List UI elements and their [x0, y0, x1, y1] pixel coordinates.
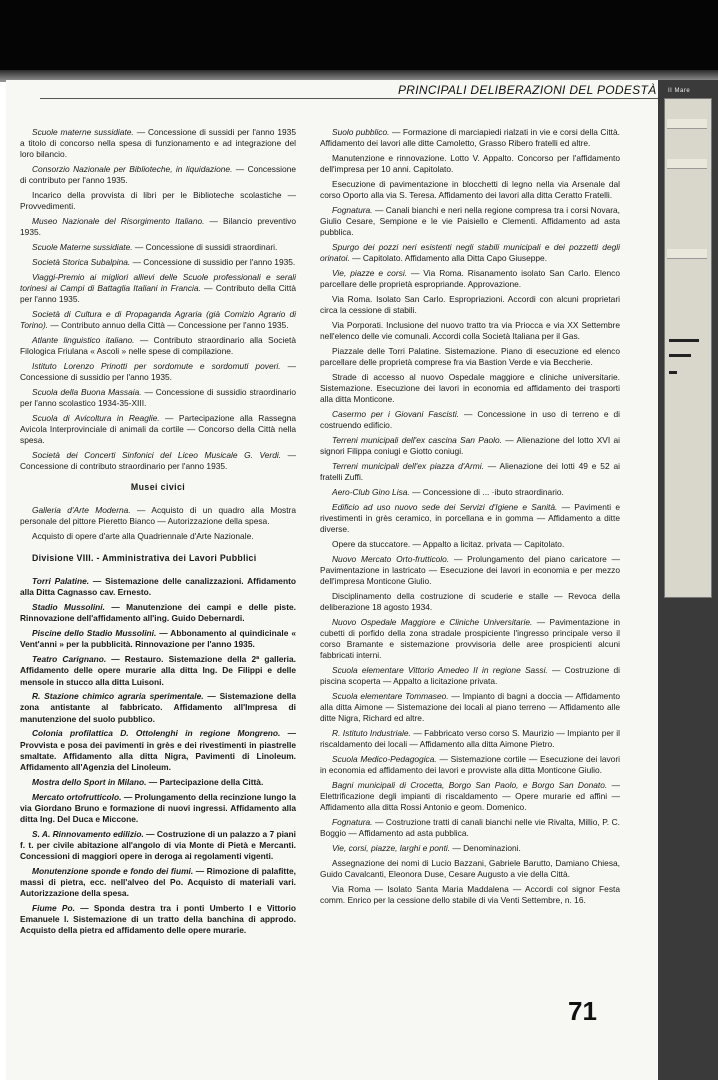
paragraph-lead: Terreni municipali dell'ex cascina San Paolo.: [332, 435, 502, 446]
paragraph-lead: Bagni municipali di Crocetta, Borgo San Paolo, e Borgo San Donato.: [332, 780, 608, 791]
header-rule: [40, 98, 658, 99]
paragraph: [20, 309, 296, 331]
paragraph: [320, 153, 620, 175]
paragraph-text: Disciplinamento della costruzione di scuderie e stalle — Revoca della deliberazione 18 agosto 1934.: [320, 590, 620, 613]
paragraph-text: — Via Roma. Risanamento isolato San Carlo. Elenco parcellare delle proprietà espropriande. Approvazione.: [320, 268, 621, 290]
paragraph: [320, 487, 620, 498]
paragraph-text: — Prolungamento del piano caricatore — Pavimentazione in lastricato — Esecuzione dei lavori in economia e per mezzo dell'impresa Monticone Giulio.: [320, 553, 620, 587]
paragraph: [320, 346, 620, 368]
paragraph-lead: Scuola di Avicoltura in Reaglie.: [32, 412, 160, 423]
paragraph: [320, 858, 620, 880]
page-number: 71: [568, 996, 597, 1026]
paragraph-lead: Piscine dello Stadio Mussolini.: [32, 628, 157, 639]
paragraph: [320, 617, 620, 661]
paragraph: [20, 531, 296, 542]
paragraph: [320, 884, 620, 906]
paragraph: [20, 272, 296, 305]
paragraph-lead: Suolo pubblico.: [332, 127, 390, 137]
paragraph-lead: Scuole materne sussidiate.: [32, 127, 134, 137]
paragraph: [320, 205, 620, 238]
paragraph-lead: Scuola Medico-Pedagogica.: [332, 754, 437, 765]
paragraph: [320, 817, 620, 839]
paragraph: [20, 728, 296, 772]
card-mark: [669, 339, 699, 342]
paragraph-text: — Contributo della Città per l'anno 1935.: [20, 282, 296, 304]
paragraph: [320, 728, 620, 750]
paragraph: [320, 127, 620, 149]
paragraph-lead: Consorzio Nazionale per Biblioteche, in liquidazione.: [32, 164, 233, 175]
paragraph-lead: Società Storica Subalpina.: [32, 256, 131, 267]
paragraph-lead: Fognatura.: [332, 817, 373, 828]
paragraph-lead: R. Stazione chimico agraria sperimentale.: [32, 691, 204, 702]
paragraph-text: Via Roma. Isolato San Carlo. Espropriazioni. Accordi con alcuni proprietari circa la cessione di stabili.: [320, 294, 620, 316]
paragraph-lead: Società dei Concerti Sinfonici del Liceo Musicale G. Verdi.: [32, 449, 282, 460]
paragraph-lead: Viaggi-Premio ai migliori allievi delle Scuole professionali e serali torinesi ai Campi di Battaglia Italiani in Francia.: [20, 271, 296, 293]
paragraph: [320, 242, 620, 264]
paragraph-text: — Impianto di bagni a doccia — Affidamento alla ditta Aimone — Sistemazione dei locali al piano terreno — Affidamento alle ditte Nigra, Richard ed altre.: [320, 691, 620, 724]
paragraph: [20, 602, 296, 624]
paragraph-lead: Fiume Po.: [32, 902, 75, 913]
paragraph: [20, 257, 296, 268]
paragraph-text: Acquisto di opere d'arte alla Quadriennale d'Arte Nazionale.: [32, 531, 254, 542]
paragraph-text: — Pavimentazione in cubetti di porfido della zona stradale prospiciente l'ingresso principale verso il corso Bramante e sistemazione provvisoria delle aree prospicienti alcuni fabbricati interni.: [320, 616, 620, 661]
paragraph: [320, 435, 620, 457]
paragraph-text: — Restauro. Sistemazione della 2ª galleria. Affidamento delle opere murarie alla ditta Ing. De Filippi e delle mensole in stucco alla ditta Luisoni.: [20, 654, 296, 687]
paragraph-lead: Scuole Materne sussidiate.: [32, 242, 133, 253]
paragraph-text: Piazzale delle Torri Palatine. Sistemazione. Piano di esecuzione ed elenco parcellare delle proprietà comprese fra via Bastion Verde e via Beccherie.: [320, 345, 620, 368]
paragraph-group: [20, 127, 296, 472]
paragraph-text: — Concessione di sussidio per l'anno 1935.: [20, 360, 297, 382]
division-title: Divisione VIII. - Amministrativa dei Lavori Pubblici: [32, 553, 257, 564]
paragraph: [20, 335, 296, 357]
paragraph-text: — Acquisto di un quadro alla Mostra personale del pittore Pieretto Bianco — Autorizzazione della spesa.: [20, 505, 296, 527]
paragraph-text: — Formazione di marciapiedi rialzati in vie e corsi della Città. Affidamento dei lavori alle ditte Camoletto, Grasso Ribero fratelli ed altre.: [320, 127, 620, 149]
paragraph-text: — Concessione di contributo straordinario per l'anno 1935.: [20, 449, 297, 471]
section-title: Musei civici: [130, 482, 186, 493]
paragraph-text: Via Roma — Isolato Santa Maria Maddalena — Accordi col signor Festa comm. Enrico per la cessione dello stabile di via Venti Settembre, n. 16.: [320, 884, 620, 906]
paragraph-text: — Fabbricato verso corso S. Maurizio — Impianto per il riscaldamento dei locali — Affidamento alla ditta Aimone Pietro.: [320, 728, 620, 750]
paragraph-lead: Scuola elementare Tommaseo.: [332, 691, 449, 702]
paragraph-text: — Sponda destra tra i ponti Umberto I e Vittorio Emanuele I. Sistemazione di un tratto della banchina di approdo. Acquisto della pietra ed affidamento delle opere murarie.: [20, 902, 296, 935]
paragraph: [320, 372, 620, 405]
paragraph-text: — Costruzione di un palazzo a 7 piani f. t. per civile abitazione all'angolo di via Monte di Pietà e Mercanti. Concessioni di maggiori opere in deroga ai regolamenti vigenti.: [20, 828, 297, 861]
paragraph-text: — Pavimenti e rivestimenti in grès ceramico, in porcellana e in gomma — Affidamento a ditte diverse.: [320, 501, 620, 535]
paragraph-lead: Terreni municipali dell'ex piazza d'Armi.: [332, 461, 484, 471]
paragraph-text: Esecuzione di pavimentazione in blocchetti di legno nella via Arsenale dal corso Oporto alla via S. Teresa. Affidamento dei lavori alla ditta Ceratto Fratelli.: [320, 178, 620, 201]
paragraph-lead: Monutenzione sponde e fondo dei fiumi.: [32, 865, 194, 876]
paragraph: [20, 792, 296, 825]
paragraph-text: — Contributo annuo della Città — Concessione per l'anno 1935.: [48, 319, 289, 330]
paragraph: [20, 216, 296, 238]
paragraph-text: — Prolungamento della recinzione lungo la via Giordano Bruno e formazione di nuovi ingressi. Affidamento alla ditta Ing. Del Duca e Miccone.: [20, 791, 296, 824]
paragraph-lead: Torri Palatine.: [32, 576, 90, 587]
paragraph-text: — Concessione di sussidio straordinario per l'anno scolastico 1934-35-XIII.: [20, 386, 296, 408]
right-column: [320, 127, 620, 910]
card-tab: [667, 249, 707, 259]
paragraph-text: — Sistemazione cortile — Esecuzione dei lavori in economia ed affidamento dei lavori e provviste alla ditta Monticone Giulio.: [320, 754, 620, 776]
paragraph-group: [20, 505, 296, 542]
paragraph-text: — Costruzione tratti di canali bianchi nelle vie Rivalta, Millio, P. C. Boggio — Affidamento ad asta pubblica.: [320, 817, 620, 839]
paragraph-lead: Stadio Mussolini.: [32, 602, 105, 613]
paragraph-text: — Concessione di sussidi per l'anno 1935 a titolo di concorso nella spesa di funzionamento e ad integrazione del loro bilancio.: [20, 127, 296, 160]
paragraph-group: [20, 576, 296, 936]
paragraph-lead: Istituto Lorenzo Prinotti per sordomute e sordomuti poveri.: [32, 360, 281, 371]
paragraph: [20, 576, 296, 598]
paragraph-text: — Manutenzione dei campi e delle piste. Rinnovazione dell'affidamento all'ing. Guido Debernardi.: [20, 602, 296, 624]
paragraph-text: Incarico della provvista di libri per le Biblioteche scolastiche — Provvedimenti.: [20, 190, 296, 212]
card-tab: [667, 119, 707, 129]
paragraph: [320, 591, 620, 613]
paragraph: [20, 413, 296, 446]
paragraph-text: — Capitolato. Affidamento alla Ditta Capo Giuseppe.: [349, 253, 548, 264]
paragraph: [320, 539, 620, 550]
paragraph: [20, 127, 296, 160]
paragraph: [20, 628, 296, 650]
paragraph-text: — Concessione di sussidio per l'anno 1935.: [130, 256, 296, 267]
paragraph-lead: Casermo per i Giovani Fascisti.: [332, 409, 460, 420]
paragraph-lead: Teatro Carignano.: [32, 654, 107, 665]
running-header: PRINCIPALI DELIBERAZIONI DEL PODESTÀ: [398, 83, 657, 97]
paragraph-text: — Alienazione dei lotti 49 e 52 ai fratelli Zuffi.: [320, 461, 620, 483]
paragraph: [20, 654, 296, 687]
paragraph-text: — Alienazione del lotto XVI ai signori Filippa coniugi e Giotto coniugi.: [320, 435, 621, 457]
paragraph-lead: Colonia profilattica D. Ottolenghi in regione Mongreno.: [32, 728, 281, 739]
scan-dark-border: [0, 0, 718, 70]
paragraph-lead: Nuovo Mercato Orto-frutticolo.: [332, 553, 450, 564]
paragraph: [320, 502, 620, 535]
paragraph: [320, 461, 620, 483]
paragraph-text: — Abbonamento al quindicinale « Vent'anni » per la pubblicità. Rinnovazione per l'anno 1935.: [20, 628, 296, 650]
paragraph-text: — Provvista e posa dei pavimenti in grès e dei rivestimenti in piastrelle smaltate. Affidamento alla ditta Nigra, Pavimenti di Linoleum. Affidamento all'Agenzia del Linoleum.: [20, 728, 296, 772]
paragraph-lead: Galleria d'Arte Moderna.: [32, 505, 131, 516]
paragraph-text: — Concessione in uso di terreno e di costruendo edificio.: [320, 409, 620, 431]
paragraph-text: — Canali bianchi e neri nella regione compresa tra i corsi Novara, Giulio Cesare, Sempione e le vie Paisiello e Clementi. Affidamento ad asta pubblica.: [320, 204, 620, 238]
side-label: II Mare: [668, 88, 691, 94]
paragraph: [320, 554, 620, 587]
paragraph: [20, 361, 296, 383]
paragraph: [320, 268, 620, 290]
paragraph-lead: Vie, corsi, piazze, larghi e ponti.: [332, 843, 451, 854]
paragraph: [20, 777, 296, 788]
paragraph-text: — Denominazioni.: [450, 843, 521, 854]
paragraph-text: Manutenzione e rinnovazione. Lotto V. Appalto. Concorso per l'affidamento dell'impresa per 10 anni. Capitolato.: [320, 152, 620, 175]
paragraph-text: — Concessione di sussidi straordinari.: [132, 242, 278, 253]
paragraph-lead: Scuola elementare Vittorio Amedeo II in regione Sassi.: [332, 665, 548, 676]
paragraph: [320, 179, 620, 201]
paragraph-text: — Partecipazione alla Rassegna Avicola Interprovinciale di animali da cortile — Concorso della Città nella spesa.: [20, 412, 296, 446]
paragraph-lead: Fognatura.: [332, 204, 373, 215]
paragraph-text: — Partecipazione della Città.: [146, 776, 264, 787]
paragraph: [320, 780, 620, 813]
paragraph: [20, 866, 296, 899]
left-column: [20, 127, 296, 940]
paragraph-text: — Elettrificazione degli impianti di riscaldamento — Opere murarie ed affini — Affidamento alla ditta Rossi Antonio e geom. Domenico.: [320, 780, 620, 813]
paragraph-text: — Costruzione di piscina scoperta — Appalto a licitazione privata.: [320, 665, 621, 687]
card-mark: [669, 354, 691, 357]
paragraph-text: — Concessione di contributo per l'anno 1935.: [20, 164, 296, 186]
paragraph-text: — Sistemazione della zona antistante al fabbricato. Affidamento all'Impresa di manutenzione del suolo pubblico.: [20, 691, 297, 724]
paragraph-lead: Museo Nazionale del Risorgimento Italiano.: [32, 216, 205, 227]
paragraph: [20, 691, 296, 724]
paragraph-lead: Atlante linguistico italiano.: [32, 334, 135, 345]
paragraph-text: Strade di accesso al nuovo Ospedale maggiore e cliniche universitarie. Sistemazione. Esecuzione dei lavori in economia ed affidamento dei trasporti alla ditta Monticone.: [320, 371, 620, 405]
paragraph: [20, 190, 296, 212]
paragraph-lead: Edificio ad uso nuovo sede dei Servizi d'Igiene e Sanità.: [332, 501, 558, 512]
paragraph-lead: Mostra dello Sport in Milano.: [32, 776, 147, 787]
paragraph-text: — Bilancio preventivo 1935.: [20, 216, 296, 238]
paragraph: [20, 505, 296, 527]
paragraph-text: Via Porporati. Inclusione del nuovo tratto tra via Priocca e via XX Settembre nell'elenco delle vie comunali. Accordi colla Società Italiana per il Gas.: [320, 319, 620, 342]
paragraph: [320, 691, 620, 724]
paragraph-text: — Contributo straordinario alla Società Filologica Friulana « Ascoli » nelle spese di compilazione.: [20, 334, 296, 356]
card-tab: [667, 159, 707, 169]
index-card-stack: [664, 98, 712, 598]
paragraph: [20, 829, 296, 862]
paragraph-text: — Sistemazione delle canalizzazioni. Affidamento alla Ditta Cagnasso cav. Ernesto.: [20, 576, 296, 598]
paragraph-text: — Concessione di ... ·ibuto straordinario.: [409, 486, 564, 497]
paragraph-lead: R. Istituto Industriale.: [332, 728, 411, 739]
paragraph-lead: Scuola della Buona Massaia.: [32, 386, 142, 397]
paragraph-text: Assegnazione dei nomi di Lucio Bazzani, Gabriele Barutto, Damiano Chiesa, Guido Cavalcanti, Eleonora Duse, Cesare Augusto a vie della Città.: [320, 858, 620, 880]
paragraph: [320, 409, 620, 431]
paragraph: [20, 242, 296, 253]
paragraph-lead: Mercato ortofrutticolo.: [32, 791, 122, 802]
paragraph: [20, 164, 296, 186]
paragraph: [320, 320, 620, 342]
paragraph: [20, 903, 296, 936]
paragraph-lead: Società di Cultura e di Propaganda Agraria (già Comizio Agrario di Torino).: [20, 308, 296, 330]
paragraph: [320, 294, 620, 316]
paragraph-text: — Rimozione di palafitte, massi di pietra, ecc. nell'alveo del Po. Acquisto di materiali vari. Autorizzazione della spesa.: [20, 865, 296, 898]
paragraph: [320, 843, 620, 854]
paragraph-lead: Nuovo Ospedale Maggiore e Cliniche Universitarie.: [332, 616, 533, 627]
paragraph-lead: Aero-Club Gino Lisa.: [332, 486, 410, 497]
paragraph-lead: Spurgo dei pozzi neri esistenti negli stabili municipali e dei pozzetti degli orinatoi.: [320, 242, 620, 264]
paragraph: [320, 665, 620, 687]
paragraph-lead: Vie, piazze e corsi.: [332, 268, 408, 279]
paragraph-group: [320, 127, 620, 906]
paragraph-lead: S. A. Rinnovamento edilizio.: [32, 828, 144, 839]
paragraph: [20, 387, 296, 409]
paragraph: [20, 450, 296, 472]
paragraph-text: Opere da stuccatore. — Appalto a licitaz. privata — Capitolato.: [332, 538, 565, 549]
card-mark: [669, 371, 677, 374]
paragraph: [320, 754, 620, 776]
